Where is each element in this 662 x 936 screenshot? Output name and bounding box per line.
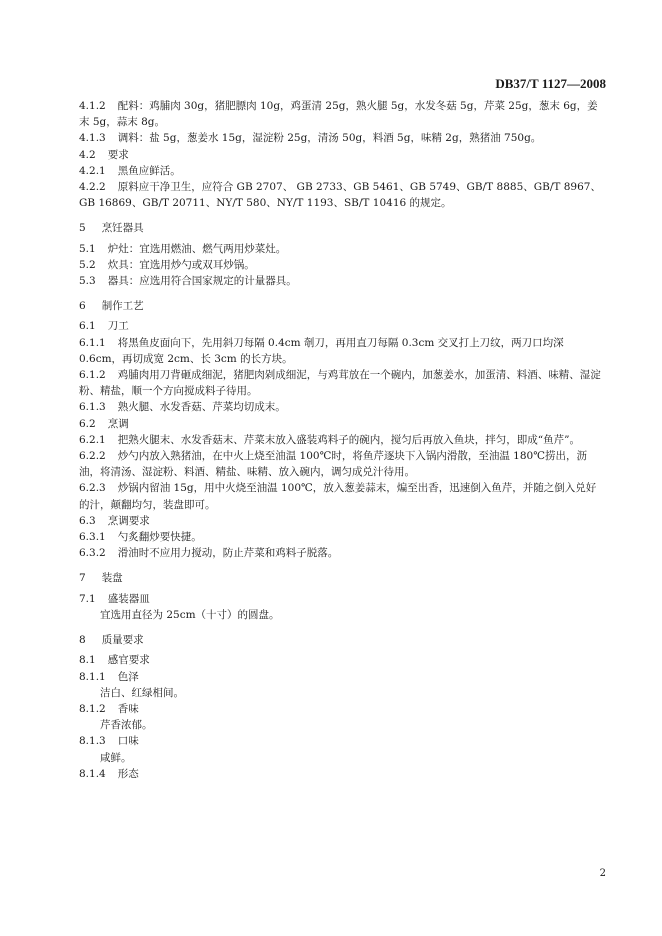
clause-paragraph (79, 335, 606, 367)
clause-number: 6.2.2 (79, 450, 106, 463)
clause-text: 芹香浓郁。 (100, 719, 153, 732)
clause-paragraph (79, 545, 606, 561)
section-heading (79, 298, 606, 314)
clause-number: 4.1.3 (79, 132, 106, 145)
clause-number: 7 (79, 572, 86, 585)
clause-text: 炉灶：宜选用燃油、燃气两用炒菜灶。 (107, 242, 287, 255)
clause-number: 4.2.2 (79, 181, 106, 194)
clause-text: 刀工 (107, 320, 129, 333)
clause-number: 5.3 (79, 275, 96, 288)
clause-number: 8.1.2 (79, 702, 106, 715)
clause-text: 炊具：宜选用炒勺或双耳炒锅。 (107, 258, 255, 271)
clause-paragraph (79, 163, 606, 179)
clause-text: 调料：盐 5g，葱姜水 15g，湿淀粉 25g，清汤 50g，料酒 5g，味精 2g，熟猪油 750g。 (117, 132, 542, 145)
clause-paragraph (79, 480, 606, 512)
clause-number: 8.1.4 (79, 767, 106, 780)
clause-text: 咸鲜。 (100, 751, 132, 764)
subsection-heading (79, 669, 606, 685)
clause-number: 7.1 (79, 592, 96, 605)
clause-text: 质量要求 (101, 634, 144, 647)
clause-number: 6.2.1 (79, 433, 106, 446)
clause-number: 6.3 (79, 514, 96, 527)
clause-number: 8 (79, 634, 86, 647)
clause-text: 烹调 (107, 417, 129, 430)
clause-text: 形态 (117, 767, 139, 780)
clause-text: 滑油时不应用力搅动，防止芹菜和鸡料子脱落。 (117, 547, 339, 560)
indented-text (79, 750, 606, 766)
clause-text: 制作工艺 (101, 300, 144, 313)
clause-number: 8.1.1 (79, 670, 106, 683)
clause-paragraph (79, 179, 606, 211)
clause-text: 把熟火腿末、水发香菇末、芹菜末放入盛装鸡料子的碗内，搅匀后再放入鱼块，拌匀，即成“鱼芹”。 (117, 433, 580, 446)
clause-text: 将黑鱼皮面向下，先用斜刀每隔 0.4cm 剞刀，再用直刀每隔 0.3cm 交叉打上刀纹，两刀口均深 0.6cm，再切成宽 2cm、长 3cm 的长方块。 (79, 336, 564, 365)
clause-paragraph (79, 432, 606, 448)
clause-number: 4.2 (79, 148, 96, 161)
clause-text: 原料应干净卫生，应符合 GB 2707、 GB 2733、GB 5461、GB 5749、GB/T 8885、GB/T 8967、GB 16869、GB/T 20711、NY/T 580、NY/T 1193、SB/T 10416 的规定。 (79, 181, 601, 210)
document-body (79, 98, 606, 782)
clause-text: 熟火腿、水发香菇、芹菜均切成末。 (117, 401, 286, 414)
clause-number: 8.1 (79, 654, 96, 667)
clause-number: 4.1.2 (79, 100, 106, 112)
clause-text: 勺炙翻炒要快捷。 (117, 531, 202, 544)
clause-text: 装盘 (101, 572, 123, 585)
clause-paragraph (79, 273, 606, 289)
indented-text (79, 685, 606, 701)
clause-number: 5.2 (79, 258, 96, 271)
clause-number: 6.1.2 (79, 369, 106, 382)
clause-text: 洁白、红绿相间。 (100, 686, 184, 699)
clause-number: 6.1.1 (79, 336, 106, 349)
page-number: 2 (599, 868, 606, 879)
subsection-heading (79, 733, 606, 749)
clause-number: 6.3.1 (79, 531, 106, 544)
document-code: DB37/T 1127—2008 (495, 76, 606, 91)
clause-number: 8.1.3 (79, 735, 106, 748)
subsection-heading (79, 652, 606, 668)
clause-text: 要求 (107, 148, 129, 161)
clause-paragraph (79, 448, 606, 480)
clause-number: 6.3.2 (79, 547, 106, 560)
clause-number: 4.2.1 (79, 164, 106, 177)
clause-number: 6.1 (79, 320, 96, 333)
subsection-heading (79, 766, 606, 782)
clause-paragraph (79, 130, 606, 146)
clause-text: 器具：应选用符合国家规定的计量器具。 (107, 275, 297, 288)
clause-text: 盛装器皿 (107, 592, 150, 605)
clause-text: 烹饪器具 (101, 222, 144, 235)
subsection-heading (79, 416, 606, 432)
subsection-heading (79, 147, 606, 163)
subsection-heading (79, 318, 606, 334)
clause-number: 5 (79, 222, 86, 235)
subsection-heading (79, 701, 606, 717)
section-heading (79, 632, 606, 648)
clause-text: 口味 (117, 735, 139, 748)
clause-text: 炒勺内放入熟猪油，在中火上烧至油温 100℃时，将鱼芹逐块下入锅内滑散，至油温 180℃捞出，沥油，将清汤、湿淀粉、料酒、精盐、味精、放入碗内，调匀成兑汁待用。 (79, 450, 587, 479)
clause-paragraph (79, 241, 606, 257)
subsection-heading (79, 513, 606, 529)
clause-text: 感官要求 (107, 654, 150, 667)
clause-text: 烹调要求 (107, 514, 150, 527)
clause-text: 色泽 (117, 670, 139, 683)
clause-paragraph (79, 257, 606, 273)
section-heading (79, 570, 606, 586)
clause-number: 6.2 (79, 417, 96, 430)
clause-paragraph (79, 98, 606, 130)
clause-number: 6 (79, 300, 86, 313)
clause-paragraph (79, 529, 606, 545)
clause-paragraph (79, 367, 606, 399)
clause-paragraph (79, 399, 606, 415)
subsection-heading (79, 591, 606, 607)
clause-text: 炒锅内留油 15g，用中火烧至油温 100℃，放入葱姜蒜末，煸至出香，迅速倒入鱼芹，并随之倒入兑好的汁，颠翻均匀，装盘即可。 (79, 482, 597, 511)
indented-text (79, 717, 606, 733)
clause-number: 5.1 (79, 242, 96, 255)
clause-text: 香味 (117, 702, 139, 715)
indented-text (79, 607, 606, 623)
clause-text: 黑鱼应鲜活。 (117, 164, 181, 177)
clause-text: 鸡脯肉用刀背砸成细泥，猪肥肉剁成细泥，与鸡茸放在一个碗内，加葱姜水，加蛋清、料酒、味精、湿淀粉、精盐，顺一个方向搅成料子待用。 (79, 369, 601, 398)
clause-text: 宜选用直径为 25cm（十寸）的圆盘。 (100, 608, 280, 621)
clause-text: 配料：鸡脯肉 30g，猪肥膘肉 10g，鸡蛋清 25g，熟火腿 5g，水发冬菇 5g，芹菜 25g，葱末 6g，姜末 5g，蒜末 8g。 (79, 100, 598, 129)
clause-number: 6.2.3 (79, 482, 106, 495)
section-heading (79, 220, 606, 236)
clause-number: 6.1.3 (79, 401, 106, 414)
